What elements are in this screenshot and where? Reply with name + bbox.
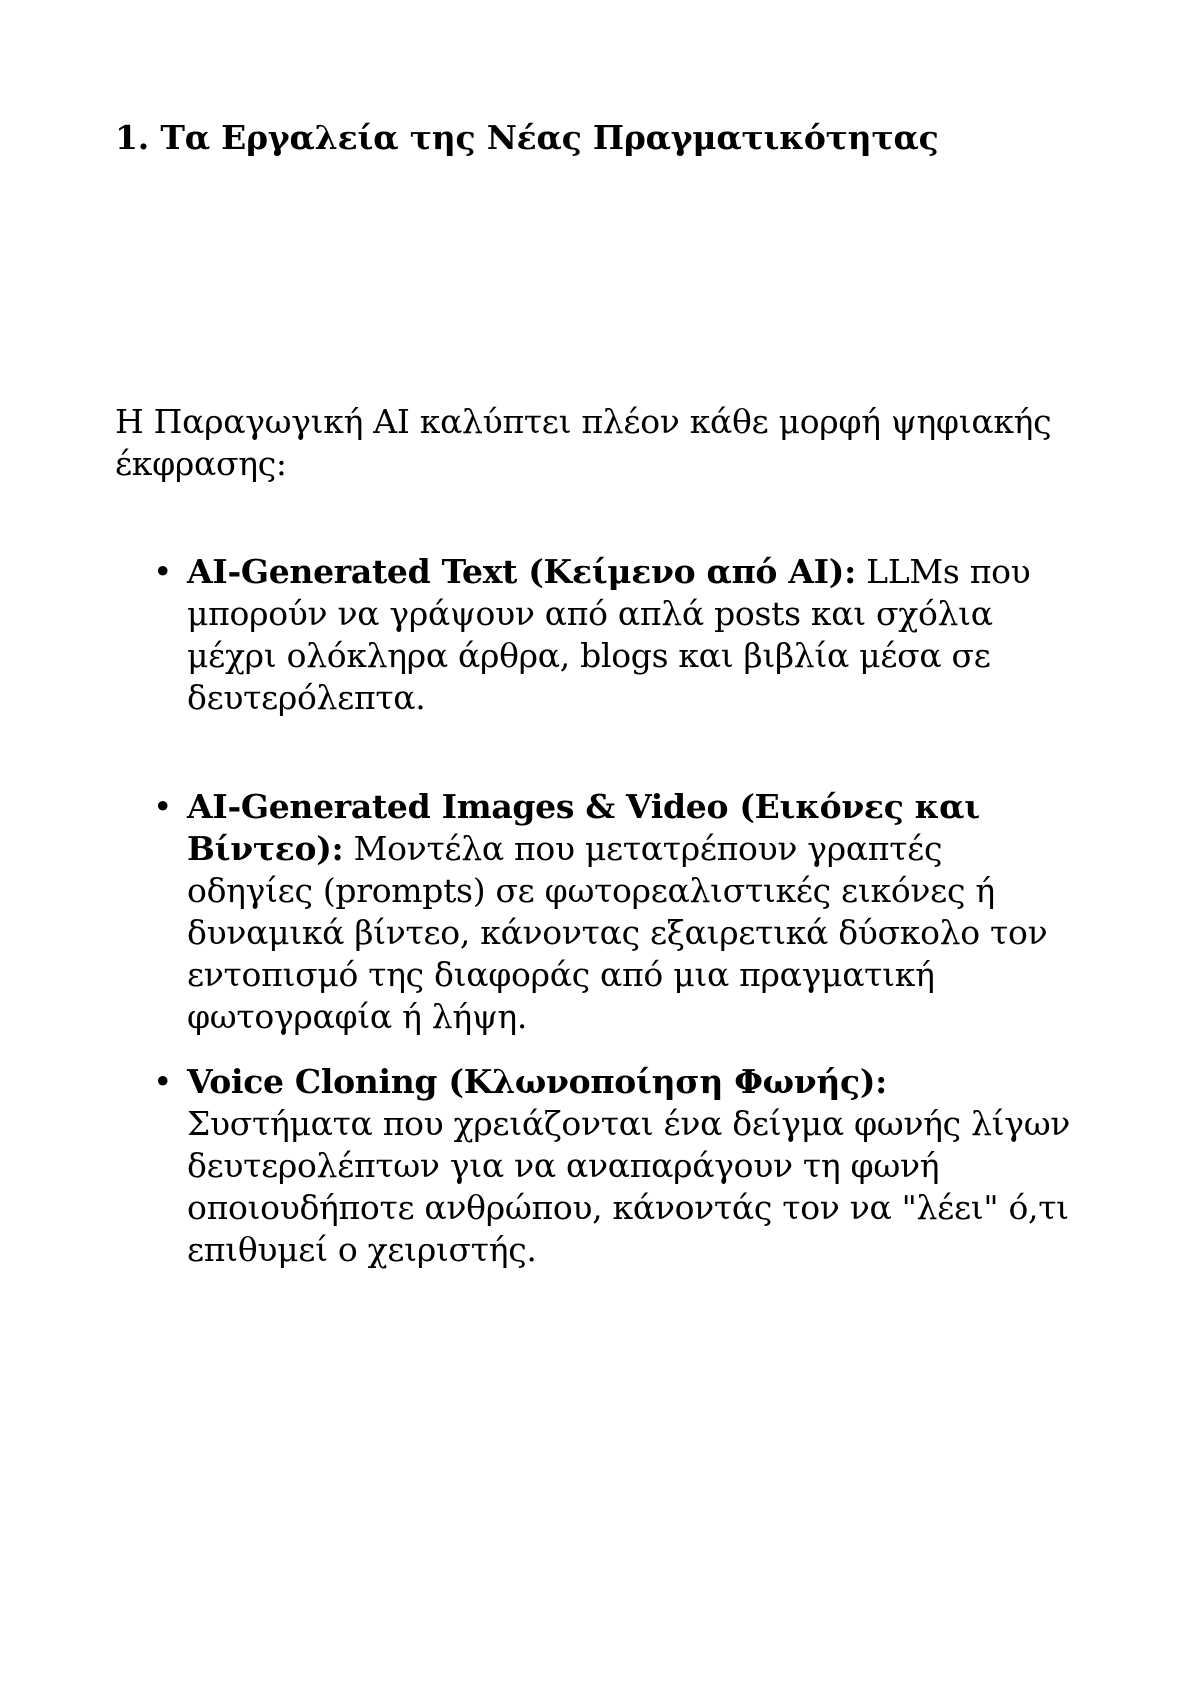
list-item-text (187, 786, 1072, 1038)
list-item-text (187, 551, 1072, 719)
list-item-term: Voice Cloning (Κλωνοποίηση Φωνής): (187, 1062, 888, 1101)
bullet-icon: • (153, 787, 173, 826)
bullet-icon: • (153, 552, 173, 591)
list-item-text (187, 1061, 1072, 1271)
bullet-icon: • (153, 1062, 173, 1101)
intro-paragraph: Η Παραγωγική AI καλύπτει πλέον κάθε μορφή ψηφιακής έκφρασης: (115, 402, 1052, 483)
section-heading: 1. Τα Εργαλεία της Νέας Πραγματικότητας (115, 118, 939, 157)
list-item-term: AI-Generated Images & Video (Εικόνες και Βίντεο): (187, 787, 980, 868)
list-item-description: Συστήματα που χρειάζονται ένα δείγμα φωνής λίγων δευτερολέπτων για να αναπαράγουν τη φωνή οποιουδήποτε ανθρώπου, κάνοντάς τον να "λέει" ό,τι επιθυμεί ο χειριστής. (187, 1104, 1071, 1269)
list-item-description: LLMs που μπορούν να γράψουν από απλά posts και σχόλια μέχρι ολόκληρα άρθρα, blogs και βιβλία μέσα σε δευτερόλεπτα. (187, 552, 1031, 717)
list-item-description: Μοντέλα που μετατρέπουν γραπτές οδηγίες (prompts) σε φωτορεαλιστικές εικόνες ή δυναμικά βίντεο, κάνοντας εξαιρετικά δύσκολο τον εντοπισμό της διαφοράς από μια πραγματική φωτογραφία ή λήψη. (187, 829, 1048, 1036)
list-item-term: AI-Generated Text (Κείμενο από AI): (187, 552, 856, 591)
